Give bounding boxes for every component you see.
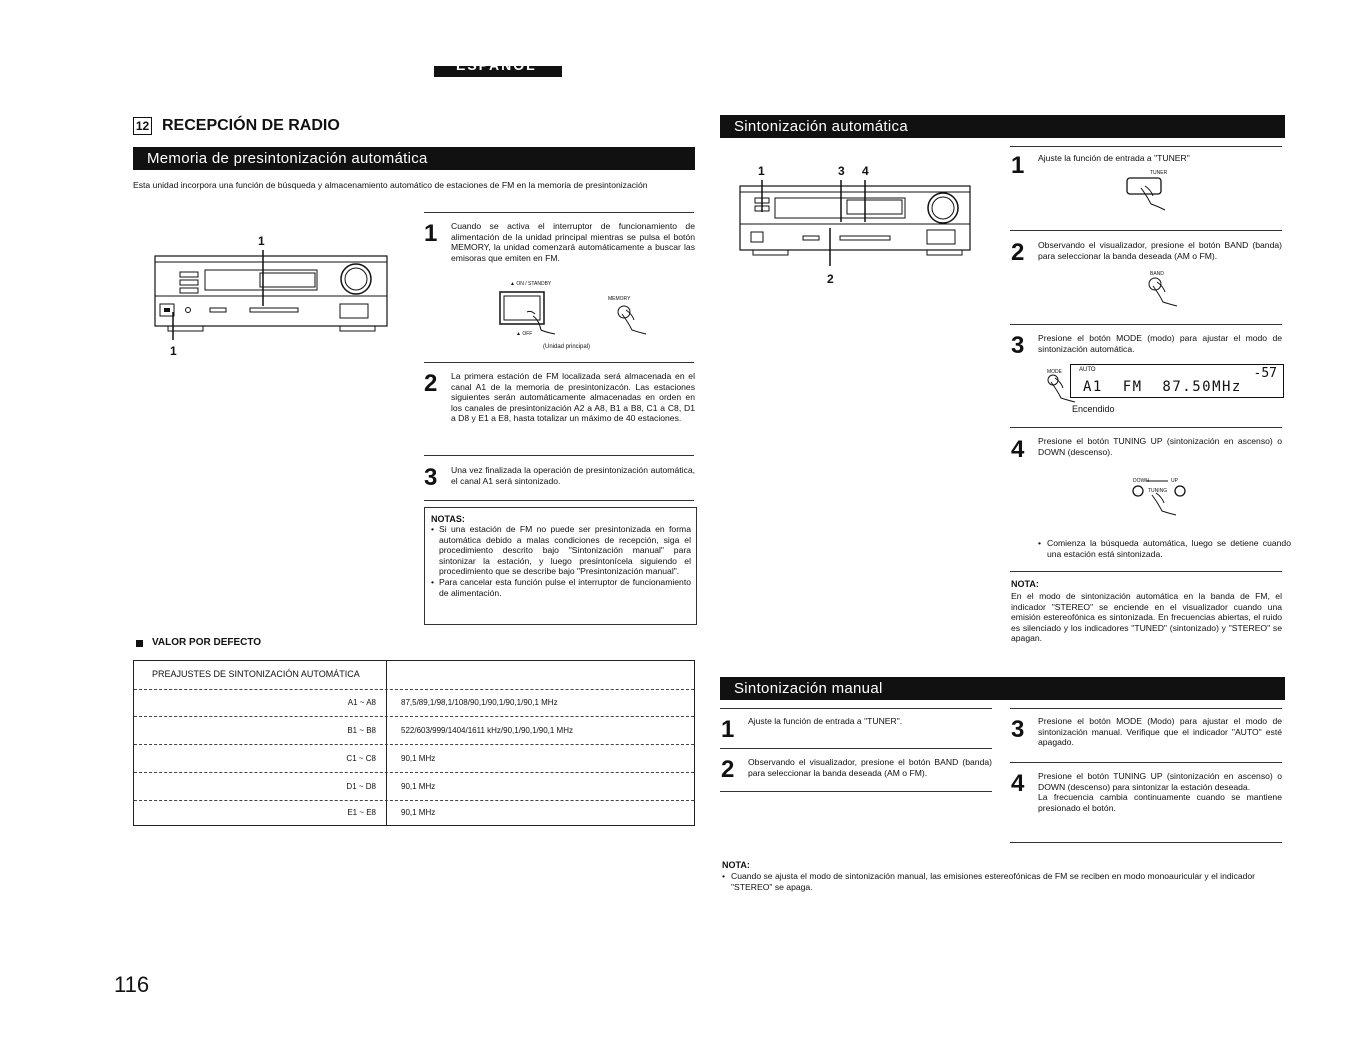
table-cell-range: C1 ~ C8 [346,754,376,763]
auto-tuning-heading: Sintonización automática [720,115,1285,138]
tuning-label: TUNING [1148,488,1168,494]
language-tab-label: ESPAÑOL [456,57,537,73]
divider [1010,230,1282,231]
mode-label: MODE [1047,369,1062,375]
divider [1010,571,1282,572]
step-number: 4 [1011,770,1025,797]
table-row-line [134,772,694,773]
bottom-nota-text: Cuando se ajusta el modo de sintonización manual, las emisiones estereofónicas de FM se reciben en modo monoauricular y el indicador "STEREO" se apaga. [731,871,1256,892]
band-label: BAND [1150,271,1164,277]
default-title: VALOR POR DEFECTO [152,637,262,648]
note-text: Si una estación de FM no puede ser presintonizada en forma automática debido a malas condiciones de recepción, siga el procedimiento descrito bajo "Sintonización manual" para sintonizar la estación, y luego presintonícela siguiendo el procedimiento que se describe bajo "Presintonización manual". [439,524,691,577]
notes-box [424,507,697,625]
notes-title: NOTAS: [431,514,465,524]
step-text: Presione el botón MODE (Modo) para ajustar el modo de sintonización manual. Verifique que el indicador "AUTO" esté apagado. [1038,716,1282,748]
divider [720,748,992,749]
table-row [134,720,694,746]
nota-title: NOTA: [1011,579,1039,589]
step-number: 1 [424,220,438,247]
table-cell-value: 87,5/89,1/98,1/108/90,1/90,1/90,1/90,1 MHz [401,698,558,707]
bottom-nota-item: • Cuando se ajusta el modo de sintonización manual, las emisiones estereofónicas de FM se reciben en modo monoauricular y el indicador "STEREO" se apaga. [722,871,1256,892]
table-cell-value: 90,1 MHz [401,782,436,791]
table-cell-range: A1 ~ A8 [347,698,376,707]
language-tab [434,57,562,77]
callout-3: 3 [838,164,845,178]
divider [1010,146,1282,147]
note-text: Para cancelar esta función pulse el interruptor de funcionamiento de alimentación. [439,576,691,598]
step-text: Observando el visualizador, presione el botón BAND (banda) para seleccionar la banda deseada (AM o FM). [748,757,992,778]
section-title: RECEPCIÓN DE RADIO [162,117,340,134]
step-text: Observando el visualizador, presione el botón BAND (banda) para seleccionar la banda deseada (AM o FM). [1038,240,1282,261]
step-number: 4 [1011,436,1025,463]
divider [424,212,694,213]
divider [1010,427,1282,428]
on-standby-label: ▲ ON / STANDBY [510,281,552,287]
intro-text: Esta unidad incorpora una función de búsqueda y almacenamiento automático de estaciones de FM en la memoria de presintonización [133,180,648,190]
table-cell-range: E1 ~ E8 [347,808,376,817]
step-number: 3 [1011,716,1025,743]
receiver-front-panel-illustration [150,250,400,350]
tuner-label: TUNER [1150,170,1168,176]
tuning-up-label: UP [1171,478,1178,484]
preset-table [133,660,695,826]
step-text: Ajuste la función de entrada a "TUNER". [748,716,903,726]
table-row-line [134,744,694,745]
tuning-down-label: DOWN [1133,478,1149,484]
tuner-button-icon [1125,176,1175,216]
display-auto: AUTO [1079,367,1096,373]
callout-memory: 1 [258,234,265,248]
callout-2: 2 [827,272,834,286]
step-text-extra: La frecuencia cambia continuamente cuando se mantiene presionado el botón. [1038,792,1282,813]
page-number: 116 [114,972,150,997]
step-number: 1 [721,716,735,743]
memory-preset-heading: Memoria de presintonización automática [133,147,695,170]
display-panel [1070,364,1284,398]
manual-tuning-heading: Sintonización manual [720,677,1285,700]
bottom-nota-title: NOTA: [722,860,750,870]
table-row [134,803,694,825]
table-row [134,748,694,774]
bullet-item: • Comienza la búsqueda automática, luego se detiene cuando una estación está sintonizada. [1038,538,1291,559]
table-cell-value: 522/603/999/1404/1611 kHz/90,1/90,1/90,1 MHz [401,726,573,735]
step-number: 2 [424,370,438,397]
divider [424,362,694,363]
display-lit-caption: Encendido [1072,404,1115,414]
table-row-line [134,800,694,801]
step-text: Ajuste la función de entrada a "TUNER" [1038,153,1190,163]
table-cell-range: B1 ~ B8 [347,726,376,735]
off-label: ▲ OFF [516,331,533,337]
default-square-marker [136,640,143,647]
step-text-main: Presione el botón TUNING UP (sintonización en ascenso) o DOWN (descenso) para sintonizar la estación deseada. [1038,771,1282,792]
divider [424,500,694,501]
nota-text: En el modo de sintonización automática en la banda de FM, el indicador "STEREO" se enciende en el visualizador cuando una emisión estereofónica es sintonizada. En frecuencias abiertas, el ruido es silenciado y los indicadores "TUNED" (sintonizado) y "STEREO" se apagan. [1011,591,1282,644]
step-number: 2 [1011,239,1025,266]
step-number: 3 [1011,332,1025,359]
memory-label: MEMORY [608,296,631,302]
step-text [1038,771,1282,813]
divider [720,791,992,792]
band-button-icon [1145,276,1185,312]
step-number: 1 [1011,152,1025,179]
table-row-line [134,716,694,717]
step-text: Presione el botón MODE (modo) para ajustar el modo de sintonización automática. [1038,333,1282,354]
table-cell-range: D1 ~ D8 [346,782,376,791]
step-number: 2 [721,756,735,783]
callout-power: 1 [170,344,177,358]
table-cell-value: 90,1 MHz [401,808,436,817]
table-cell-value: 90,1 MHz [401,754,436,763]
divider [1010,708,1282,709]
section-number: 12 [135,119,150,133]
section-number-box [133,117,152,135]
callout-4: 4 [862,164,869,178]
memory-button-icon [612,302,652,342]
callout-1: 1 [758,164,765,178]
step-text: Presione el botón TUNING UP (sintonización en ascenso) o DOWN (descenso). [1038,436,1282,457]
divider [1010,324,1282,325]
step-number: 3 [424,464,438,491]
note-item: • Para cancelar esta función pulse el interruptor de funcionamiento de alimentación. [431,576,691,598]
display-corner: -57 [1253,366,1277,381]
table-row [134,776,694,802]
step-text: Cuando se activa el interruptor de funcionamiento de alimentación de la unidad principal mientras se pulsa el botón MEMORY, la unidad comenzará automáticamente a buscar las emisoras que emiten en FM. [451,221,695,263]
divider [1010,842,1282,843]
step-text: Una vez finalizada la operación de presintonización automática, el canal A1 será sintonizado. [451,465,695,486]
divider [1010,762,1282,763]
receiver-front-panel-illustration [735,172,975,272]
bullet-text: Comienza la búsqueda automática, luego se detiene cuando una estación está sintonizada. [1047,538,1291,559]
divider [424,455,694,456]
note-item: • Si una estación de FM no puede ser presintonizada en forma automática debido a malas condiciones de recepción, siga el procedimiento descrito bajo "Sintonización manual" para sintonizar la estación, y luego presintonícela siguiendo el procedimiento que se describe bajo "Presintonización manual". [431,524,691,577]
figure-caption: (Unidad principal) [543,344,591,350]
step-text: La primera estación de FM localizada será almacenada en el canal A1 de la memoria de presintonizacón. Las estaciones siguientes serán automáticamente almacenadas en orden en los canales de presintonización A2 a A8, B1 a B8, C1 a C8, D1 a D8 y E1 a E8, hasta totalizar un máximo de 40 estaciones. [451,371,695,424]
divider [720,708,992,709]
display-readout: A1 FM 87.50MHz [1083,379,1242,395]
table-row-line [134,689,694,690]
table-header: PREAJUSTES DE SINTONIZACIÓN AUTOMÁTICA [152,669,360,679]
